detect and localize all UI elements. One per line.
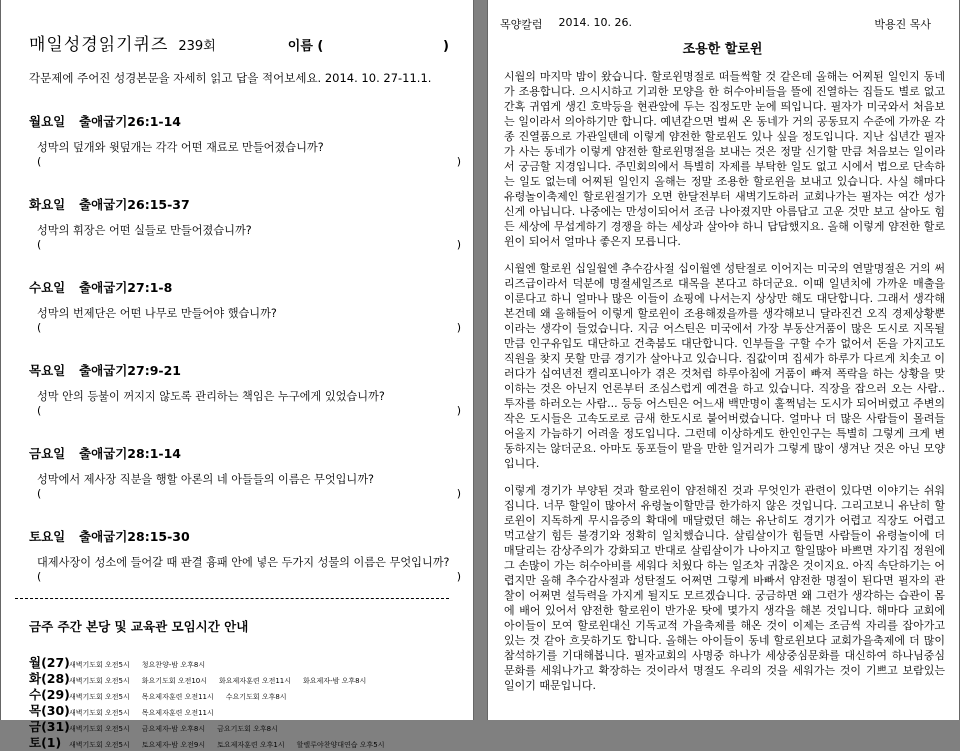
quiz-question: 성막의 덮개와 윗덮개는 각각 어떤 재료로 만들어졌습니까?: [37, 141, 324, 154]
schedule-day: 월(27): [29, 655, 70, 670]
column-title: 조용한 할로윈: [682, 42, 763, 57]
answer-close: ): [456, 321, 461, 334]
quiz-number: 239회: [178, 39, 216, 54]
schedule-item: 수요기도회 오후8시: [225, 693, 287, 701]
schedule-day: 화(28): [29, 671, 70, 686]
day-reference: 출애굽기26:15-37: [79, 197, 190, 212]
day-label: 화요일: [29, 197, 66, 212]
answer-field[interactable]: [29, 321, 463, 335]
schedule-list: [29, 653, 463, 749]
column-date: 2014. 10. 26.: [558, 16, 632, 29]
answer-close: ): [456, 238, 461, 251]
column-header: [500, 16, 945, 30]
schedule-title: 금주 주간 본당 및 교육관 모임시간 안내: [29, 619, 249, 634]
day-heading: [29, 112, 463, 130]
schedule-row: [29, 717, 463, 733]
day-heading: [29, 444, 463, 462]
answer-open: (: [37, 487, 42, 500]
answer-field[interactable]: [29, 404, 463, 418]
column-body: [500, 69, 945, 693]
quiz-title: 매일성경읽기퀴즈: [29, 35, 169, 55]
day-heading: [29, 527, 463, 545]
schedule-item: 화요제자훈련 오전11시: [219, 677, 292, 685]
schedule-item: 금요기도회 오후8시: [217, 725, 278, 733]
quiz-day-block: [29, 361, 463, 418]
quiz-day-block: [29, 112, 463, 169]
day-label: 수요일: [29, 280, 66, 295]
schedule-day: 토(1): [29, 735, 62, 750]
quiz-question: 성막 안의 등불이 꺼지지 않도록 관리하는 책임은 누구에게 있었습니까?: [37, 390, 385, 403]
schedule-item: 목요제자훈련 오전11시: [141, 709, 214, 717]
answer-field[interactable]: [29, 155, 463, 169]
day-heading: [29, 361, 463, 379]
schedule-item: 청요찬양-밤 오후8시: [141, 661, 206, 669]
answer-field[interactable]: [29, 487, 463, 501]
answer-close: ): [456, 570, 461, 583]
column-page: [487, 0, 960, 720]
schedule-item: 새벽기도회 오전5시: [69, 725, 130, 733]
quiz-question: 대제사장이 성소에 들어갈 때 판결 흉패 안에 넣은 두가지 성물의 이름은 무엇입니까?: [37, 556, 450, 569]
schedule-item: 화요기도회 오전10시: [141, 677, 208, 685]
schedule-item: 금요제자-밤 오후8시: [141, 725, 206, 733]
column-label: 목양칼럼: [500, 18, 543, 31]
schedule-row: [29, 669, 463, 685]
quiz-header: [29, 30, 463, 54]
column-paragraph: 시월엔 할로윈 십일월엔 추수감사절 십이월엔 성탄절로 이어지는 미국의 연말명절은 거의 써리즈급이라서 덕분에 명절세일즈로 대목을 본다고 하더군요. 이때 일년치에 가까운 매출을 이룬다고 하니 얼마나 많은 이들이 쇼핑에 나서는지 상상만 해도 대단합니다. 그래서 생각해본건데 왜 올해들어 이렇게 할로윈이 조용해졌을까를 생각해보니 달라진건 오직 경제상황뿐이라는 생각이 들었습니다. 지금 어스틴은 미국에서 가장 부동산거품이 많은 도시로 지목될 만큼 인구유입도 대단하고 건축붐도 대단합니다. 인부들을 구할 수가 없어서 돈을 가지고도 직원을 찾지 못할 만큼 경기가 살아나고 있습니다. 집값이며 집세가 하루가 다르게 치솟고 이러다가 십여년전 캘리포니아가 겪은 것처럼 하루아침에 거품이 빠져 폭락을 하는 상황을 맞이하는 것은 아닌지 언론부터 조심스럽게 예견을 하고 있습니다. 직장을 잡으러 오는 사람.. 투자를 하러오는 사람... 등등 어스틴은 어느새 백만명이 훌쩍넘는 도시가 되어버렸고 주변의 작은 도시들은 고속도로로 금새 한도시로 붙어버렸습니다. 얼마나 더 많은 사람들이 몰려들어올지 가늠하기 어려울 정도입니다. 그런데 이상하게도 한인인구는 특별히 그렇게 크게 변동하지는 않더군요. 아마도 동포들이 맡을 만한 일거리가 그렇게 많이 생겨난 것은 아닌 모양입니다.: [504, 262, 945, 470]
answer-open: (: [37, 238, 42, 251]
section-divider: [15, 598, 449, 599]
quiz-day-block: [29, 527, 463, 584]
day-heading: [29, 195, 463, 213]
answer-open: (: [37, 321, 42, 334]
schedule-item: 토요제자-밤 오전9시: [141, 741, 206, 749]
quiz-instructions: 각문제에 주어진 성경본문을 자세히 읽고 답을 적어보세요. 2014. 10. 27-11.1.: [29, 71, 432, 85]
column-author: 박용진 목사: [874, 18, 931, 31]
schedule-item: 화요제자-밤 오후8시: [303, 677, 367, 685]
quiz-days: [29, 112, 463, 584]
answer-field[interactable]: [29, 238, 463, 252]
schedule-item: 새벽기도회 오전5시: [69, 693, 130, 701]
day-reference: 출애굽기26:1-14: [79, 114, 181, 129]
quiz-question: 성막의 번제단은 어떤 나무로 만들어야 했습니까?: [37, 307, 277, 320]
day-reference: 출애굽기28:15-30: [79, 529, 190, 544]
day-label: 금요일: [29, 446, 66, 461]
name-close: ): [443, 39, 449, 54]
schedule-item: 새벽기도회 오전5시: [69, 677, 130, 685]
quiz-day-block: [29, 278, 463, 335]
column-paragraph: 이렇게 경기가 부양된 것과 할로윈이 얌전해진 것과 무엇인가 관련이 있다면 이야기는 쉬워집니다. 너무 할일이 많아서 유령놀이할만큼 한가하지 않은 것입니다. 그리고보니 유난히 할로윈이 지독하게 무시음증의 확대에 매달렸던 해는 유난히도 경기가 어렵고 직장도 어렵고 먹고살기 힘든 불경기와 정확히 일치했습니다. 살림살이가 힘들면 사람들이 유령놀이에 더 매달리는 감상주의가 강화되고 반대로 살림살이가 나아지고 할일많아 바쁘면 자기집 정원에 그 손많이 가는 허수아비를 세워다 치웠다 하는 일조차 귀찮은 것이지요. 아직 속단하기는 어렵지만 올해 추수감사절과 성탄절도 어쩌면 그렇게 바빠서 얌전한 명절이 된다면 필자의 관찰이 어쩌면 설득력을 가지게 될지도 모르겠습니다. 궁금하면 왜 그런가 생각하는 습관이 몸에 배어 있어서 얌전한 할로윈이 반가운 탓에 몇가지 생각을 해본 것입니다. 해마다 교회에 아이들이 모여 할로윈대신 기독교적 가을축제를 해온 것이 이제는 조금씩 자리를 잡아가고 있는 것 같아 흐뭇하기도 합니다. 올해는 아이들이 동네 할로윈보다 교회가을축제에 더 많이 참석하기를 기대해봅니다. 필자교회의 사명중 하나가 세상중심문화를 대신하여 하나님중심문화를 세워나가고 확장하는 것이라서 명절도 우리의 것을 세워가는 것이 기쁘고 보람있는 일이기 때문입니다.: [504, 484, 945, 692]
schedule-row: [29, 701, 463, 717]
answer-close: ): [456, 487, 461, 500]
answer-close: ): [456, 404, 461, 417]
answer-open: (: [37, 155, 42, 168]
schedule-day: 목(30): [29, 703, 70, 718]
schedule-item: 새벽기도회 오전5시: [69, 709, 130, 717]
name-label: 이름 (: [287, 39, 324, 54]
quiz-question: 성막에서 제사장 직분을 행할 아론의 네 아들들의 이름은 무엇입니까?: [37, 473, 374, 486]
answer-close: ): [456, 155, 461, 168]
schedule-item: 새벽기도회 오전5시: [69, 661, 130, 669]
quiz-day-block: [29, 444, 463, 501]
day-heading: [29, 278, 463, 296]
answer-open: (: [37, 404, 42, 417]
quiz-page: [0, 0, 474, 750]
column-paragraph: 시월의 마지막 밤이 왔습니다. 할로윈명절로 떠들썩할 것 같은데 올해는 어찌된 일인지 동네가 조용합니다. 으시시하고 기괴한 모양을 한 허수아비들을 뜰에 진열하는 집들도 별로 없고 간혹 귀엽게 생긴 호박등을 현관앞에 두는 집정도만 눈에 띄입니다. 필자가 미국와서 처음보는 일이라서 의아하기만 합니다. 예년같으면 벌써 온 동네가 거의 공동묘지 수준에 가까운 각종 진열품으로 가관일텐데 이렇게 얌전한 할로윈도 있나 싶을 정도입니다. 지난 십년간 필자가 사는 동네가 이렇게 얌전한 할로윈명절을 보내는 것은 정말 신기할 만큼 처음보는 일이라서 궁금할 지경입니다. 주민회의에서 특별히 자제를 부탁한 일도 없고 시에서 법으로 단속하는 일도 없는데 어찌된 일인지 올해는 정말 조용한 할로윈을 보내고 있습니다. 사실 해마다 유령놀이축제인 할로윈절기가 오면 한달전부터 새벽기도하러 교회나가는 필자는 여간 성가신게 아닙니다. 나중에는 만성이되어서 조금 나아졌지만 아름답고 고운 것만 보고 살아도 힘든 세상에 무섭게하기 경쟁을 하는 세상과 살아야 하니 답답했지요. 올해 이렇게 얌전한 할로윈이 되어서 얼마나 좋은지 모릅니다.: [504, 70, 945, 248]
answer-field[interactable]: [29, 570, 463, 584]
schedule-item: 목요제자훈련 오전11시: [141, 693, 214, 701]
schedule-item: 할렐루야찬양대연습 오후5시: [296, 741, 385, 749]
schedule-row: [29, 733, 463, 749]
schedule-item: 토요제자훈련 오후1시: [217, 741, 285, 749]
day-reference: 출애굽기27:9-21: [79, 363, 181, 378]
schedule-day: 수(29): [29, 687, 70, 702]
schedule-item: 새벽기도회 오전5시: [69, 741, 130, 749]
schedule-row: [29, 685, 463, 701]
day-reference: 출애굽기28:1-14: [79, 446, 181, 461]
day-label: 월요일: [29, 114, 66, 129]
schedule-row: [29, 653, 463, 669]
day-label: 목요일: [29, 363, 66, 378]
day-label: 토요일: [29, 529, 66, 544]
quiz-day-block: [29, 195, 463, 252]
day-reference: 출애굽기27:1-8: [79, 280, 173, 295]
quiz-question: 성막의 휘장은 어떤 실들로 만들어졌습니까?: [37, 224, 252, 237]
answer-open: (: [37, 570, 42, 583]
schedule-day: 금(31): [29, 719, 70, 734]
